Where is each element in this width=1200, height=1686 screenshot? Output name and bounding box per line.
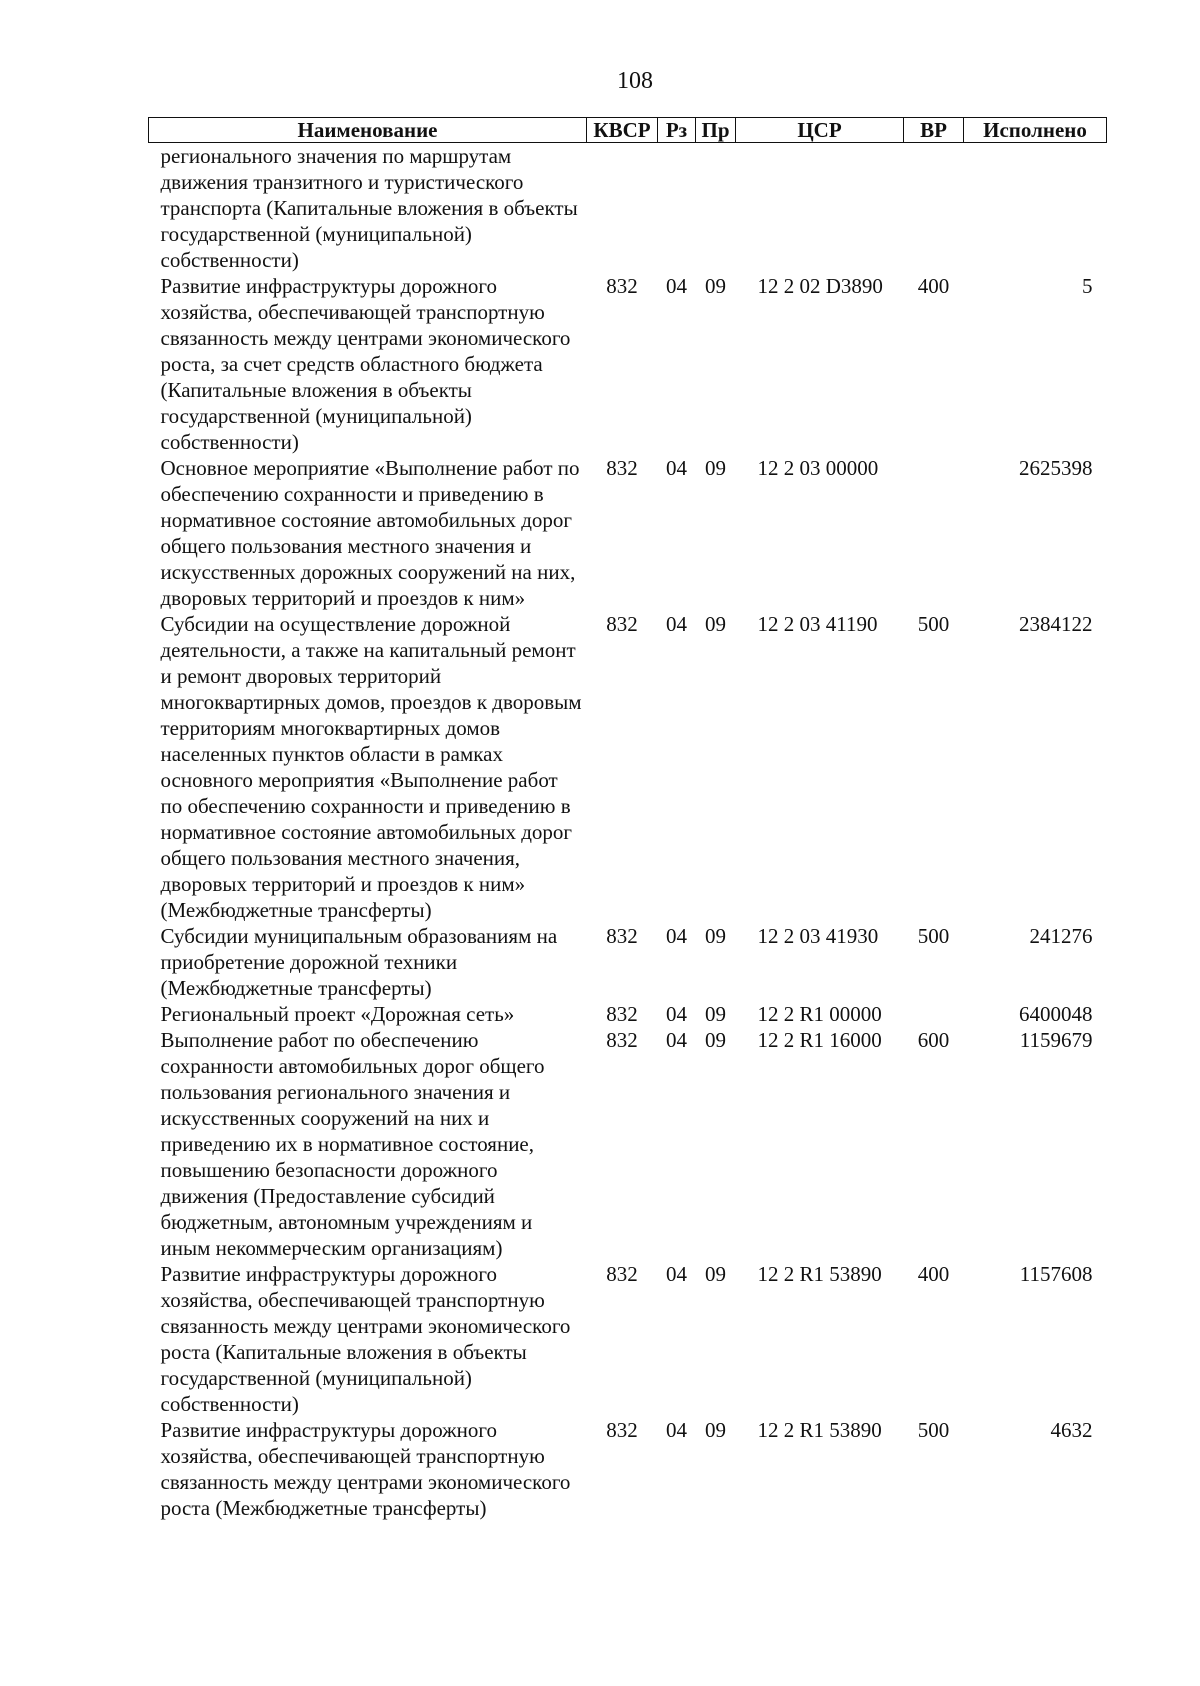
cell-pr: 09	[705, 924, 726, 948]
header-rz: Рз	[658, 118, 696, 143]
cell-name: Выполнение работ по обеспечению сохранности автомобильных дорог общего пользования регионального значения и искусственных сооружений на них и приведению их в нормативное состояние, повышению безопасности дорожного движения (Предоставление субсидий бюджетным, автономным учреждениям и иным некоммерческим организациям)	[160, 1028, 545, 1260]
cell-name: Развитие инфраструктуры дорожного хозяйства, обеспечивающей транспортную связанность между центрами экономического роста (Межбюджетные трансферты)	[160, 1418, 571, 1520]
cell-pr: 09	[705, 1418, 726, 1442]
cell-name: Развитие инфраструктуры дорожного хозяйства, обеспечивающей транспортную связанность между центрами экономического роста (Капитальные вложения в объекты государственной (муниципальной) собственности)	[160, 1262, 571, 1416]
cell-name: Субсидии муниципальным образованиям на приобретение дорожной техники (Межбюджетные трансферты)	[160, 924, 558, 1000]
cell-csr: 12 2 R1 53890	[757, 1418, 882, 1442]
cell-kvsr	[587, 143, 658, 274]
cell-pr: 09	[705, 1002, 726, 1026]
cell-name: Развитие инфраструктуры дорожного хозяйства, обеспечивающей транспортную связанность между центрами экономического роста, за счет средств областного бюджета (Капитальные вложения в объекты государственной (муниципальной) собственности)	[160, 274, 571, 454]
cell-done	[964, 143, 1107, 274]
table-row	[149, 273, 1107, 455]
table-row	[149, 611, 1107, 923]
cell-vr: 500	[917, 1418, 950, 1442]
cell-csr: 12 2 03 41930	[757, 924, 879, 948]
cell-name: регионального значения по маршрутам движения транзитного и туристического транспорта (Капитальные вложения в объекты государственной (муниципальной) собственности)	[160, 144, 578, 272]
table-row	[149, 1417, 1107, 1521]
cell-kvsr: 832	[606, 924, 638, 948]
header-csr: ЦСР	[736, 118, 904, 143]
cell-pr: 09	[705, 274, 726, 298]
table-row	[149, 143, 1107, 274]
cell-csr: 12 2 R1 53890	[757, 1262, 882, 1286]
cell-name: Основное мероприятие «Выполнение работ по обеспечению сохранности и приведению в нормативное состояние автомобильных дорог общего пользования местного значения и искусственных дорожных сооружений на них, дворовых территорий и проездов к ним»	[160, 456, 580, 610]
cell-rz: 04	[666, 274, 687, 298]
cell-done: 1159679	[1019, 1028, 1093, 1052]
cell-csr: 12 2 03 00000	[757, 456, 879, 480]
cell-kvsr: 832	[606, 1418, 638, 1442]
cell-rz: 04	[666, 1028, 687, 1052]
cell-vr: 500	[917, 924, 950, 948]
cell-vr	[904, 455, 964, 611]
cell-kvsr: 832	[606, 1002, 638, 1026]
table-row	[149, 1001, 1107, 1027]
cell-name: Субсидии на осуществление дорожной деятельности, а также на капитальный ремонт и ремонт дворовых территорий многоквартирных домов, проездов к дворовым территориям многоквартирных домов населенных пунктов области в рамках основного мероприятия «Выполнение работ по обеспечению сохранности и приведению в нормативное состояние автомобильных дорог общего пользования местного значения, дворовых территорий и проездов к ним» (Межбюджетные трансферты)	[160, 612, 582, 922]
cell-vr: 600	[917, 1028, 950, 1052]
cell-done: 2384122	[1019, 612, 1093, 636]
cell-kvsr: 832	[606, 1262, 638, 1286]
cell-csr	[736, 143, 904, 274]
cell-kvsr: 832	[606, 274, 638, 298]
cell-csr: 12 2 03 41190	[757, 612, 878, 636]
table-row	[149, 1027, 1107, 1261]
cell-rz	[658, 143, 696, 274]
header-pr: Пр	[696, 118, 736, 143]
table-row	[149, 1261, 1107, 1417]
cell-name: Региональный проект «Дорожная сеть»	[160, 1002, 515, 1026]
page-number: 108	[617, 68, 653, 94]
cell-rz: 04	[666, 1418, 687, 1442]
cell-csr: 12 2 R1 00000	[757, 1002, 882, 1026]
cell-done: 1157608	[1019, 1262, 1093, 1286]
header-done: Исполнено	[964, 118, 1107, 143]
table-row	[149, 923, 1107, 1001]
cell-rz: 04	[666, 1002, 687, 1026]
cell-rz: 04	[666, 924, 687, 948]
header-kvsr: КВСР	[587, 118, 658, 143]
header-name: Наименование	[149, 118, 587, 143]
cell-done: 4632	[1050, 1418, 1093, 1442]
cell-rz: 04	[666, 612, 687, 636]
cell-done: 2625398	[1019, 456, 1093, 480]
cell-done: 241276	[1029, 924, 1093, 948]
cell-kvsr: 832	[606, 612, 638, 636]
cell-pr	[696, 143, 736, 274]
cell-kvsr: 832	[606, 1028, 638, 1052]
cell-vr: 500	[917, 612, 950, 636]
cell-pr: 09	[705, 612, 726, 636]
cell-vr: 400	[917, 1262, 950, 1286]
cell-pr: 09	[705, 456, 726, 480]
header-vr: ВР	[904, 118, 964, 143]
cell-vr: 400	[917, 274, 950, 298]
table-row	[149, 455, 1107, 611]
cell-done: 6400048	[1019, 1002, 1093, 1026]
cell-vr	[904, 143, 964, 274]
cell-csr: 12 2 R1 16000	[757, 1028, 882, 1052]
cell-csr: 12 2 02 D3890	[757, 274, 883, 298]
cell-kvsr: 832	[606, 456, 638, 480]
cell-pr: 09	[705, 1262, 726, 1286]
cell-done: 5	[1082, 274, 1093, 298]
budget-table	[148, 117, 1107, 1521]
table-header-row	[149, 118, 1107, 143]
cell-vr	[904, 1001, 964, 1027]
cell-rz: 04	[666, 456, 687, 480]
cell-pr: 09	[705, 1028, 726, 1052]
cell-rz: 04	[666, 1262, 687, 1286]
